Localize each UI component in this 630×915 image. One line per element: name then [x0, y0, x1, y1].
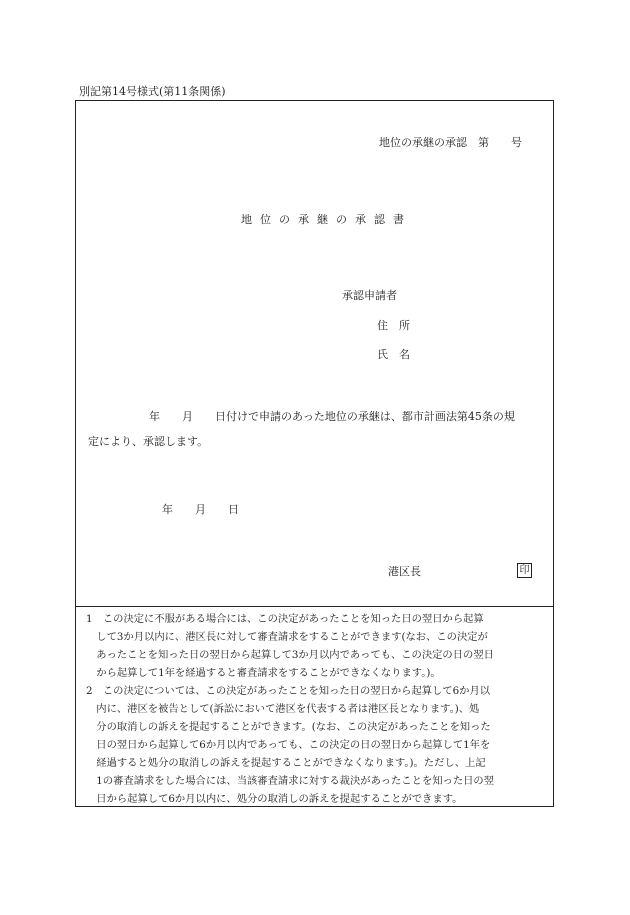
- note-line: 1 この決定に不服がある場合には、この決定があったことを知った日の翌日から起算: [86, 613, 484, 625]
- note-line: あったことを知った日の翌日から起算して3か月以内であっても、この決定の日の翌日: [86, 649, 494, 661]
- notes-divider: [76, 606, 553, 607]
- name-label: 氏 名: [377, 348, 410, 361]
- note-line: 日の翌日から起算して6か月以内であっても、この決定の日の翌日から起算して1年を: [86, 739, 491, 751]
- note-line: して3か月以内に、港区長に対して審査請求をすることができます(なお、この決定が: [86, 631, 488, 643]
- note-line: 2 この決定については、この決定があったことを知った日の翌日から起算して6か月以: [86, 685, 491, 697]
- note-line: 内に、港区を被告として(訴訟において港区を代表する者は港区長となります。)、処: [86, 703, 480, 715]
- note-line: から起算して1年を経過すると審査請求をすることができなくなります。)。: [86, 667, 441, 679]
- note-line: 日から起算して6か月以内に、処分の取消しの訴えを提起することができます。: [86, 793, 463, 805]
- document-frame: [75, 100, 554, 807]
- date-line: 年 月 日: [162, 503, 239, 516]
- form-header-label: 別記第14号様式(第11条関係): [79, 85, 226, 98]
- body-text-line-1: 年 月 日付けで申請のあった地位の承継は、都市計画法第45条の規: [149, 410, 515, 423]
- applicant-label: 承認申請者: [342, 289, 397, 302]
- address-label: 住 所: [377, 319, 410, 332]
- document-title: 地位の承継の承認書: [241, 213, 412, 226]
- note-line: 経過すると処分の取消しの訴えを提起することができなくなります。)。ただし、上記: [86, 757, 486, 769]
- body-text-line-2: 定により、承認します。: [88, 435, 209, 448]
- seal-mark: 印: [517, 563, 532, 578]
- note-line: 1の審査請求をした場合には、当該審査請求に対する裁決があったことを知った日の翌: [86, 775, 495, 787]
- document-number: 地位の承継の承認 第 号: [379, 136, 522, 149]
- note-line: 分の取消しの訴えを提起することができます。(なお、この決定があったことを知った: [86, 721, 491, 733]
- authority-name: 港区長: [388, 565, 421, 578]
